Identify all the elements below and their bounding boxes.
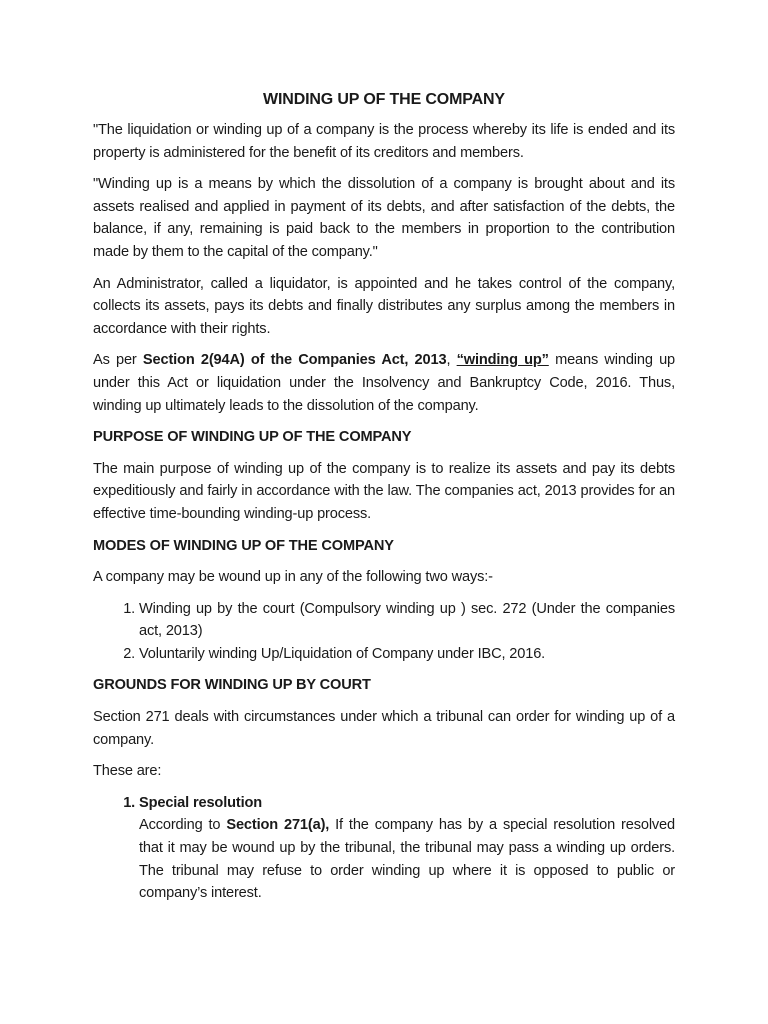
heading-modes: MODES OF WINDING UP OF THE COMPANY: [93, 537, 394, 554]
paragraph-these-are: These are:: [93, 763, 162, 780]
paragraph-grounds-intro: Section 271 deals with circumstances under which a tribunal can order for winding up of a company.: [93, 709, 675, 748]
paragraph-section-reference: [93, 349, 675, 417]
heading-grounds: GROUNDS FOR WINDING UP BY COURT: [93, 677, 371, 694]
document-page: [93, 88, 675, 914]
text-fragment: According to: [139, 817, 227, 834]
paragraph-purpose: The main purpose of winding up of the company is to realize its assets and pay its debts expeditiously and fairly in accordance with the law. The companies act, 2013 provides for an effective time-bounding winding-up process.: [93, 460, 675, 522]
document-title: WINDING UP OF THE COMPANY: [263, 91, 505, 108]
list-item: 1. Winding up by the court (Compulsory winding up ) sec. 272 (Under the companies act, 2013): [139, 598, 675, 643]
section-reference: Section 2(94A) of the Companies Act, 2013: [142, 352, 447, 369]
text-fragment: ,: [446, 352, 457, 369]
paragraph-modes-intro: A company may be wound up in any of the following two ways:-: [93, 569, 493, 586]
ground-title: 1. Special resolution: [139, 794, 263, 811]
paragraph-liquidation-definition: "The liquidation or winding up of a company is the process whereby its life is ended and its property is administered for the benefit of its creditors and members.: [93, 122, 675, 161]
paragraph-administrator: An Administrator, called a liquidator, is appointed and he takes control of the company, collects its assets, pays its debts and finally distributes any surplus among the members in accordance with their rights.: [93, 275, 675, 337]
ground-body: [139, 814, 675, 904]
paragraph-winding-up-definition: "Winding up is a means by which the dissolution of a company is brought about and its assets realised and applied in payment of its debts, and after satisfaction of the debts, the balance, if any, remaining is paid back to the members in proportion to the contribution made by them to the capital of the company.": [93, 176, 675, 260]
grounds-list: [93, 792, 675, 905]
defined-term: “winding up”: [456, 352, 549, 369]
modes-list: [93, 598, 675, 666]
list-item: [139, 792, 675, 905]
section-reference: Section 271(a),: [226, 817, 330, 834]
text-fragment: means winding up under this Act or liquidation under the Insolvency and Bankruptcy Code, 2016. Thus, winding up ultimately leads to the dissolution of the company.: [93, 352, 676, 414]
heading-purpose: PURPOSE OF WINDING UP OF THE COMPANY: [93, 429, 412, 446]
text-fragment: As per: [93, 352, 143, 369]
list-item: 2. Voluntarily winding Up/Liquidation of Company under IBC, 2016.: [139, 643, 675, 666]
text-fragment: If the company has by a special resolution resolved that it may be wound up by the tribunal, the tribunal may pass a winding up orders. The tribunal may refuse to order winding up where it is opposed to public or company’s interest.: [139, 817, 675, 902]
